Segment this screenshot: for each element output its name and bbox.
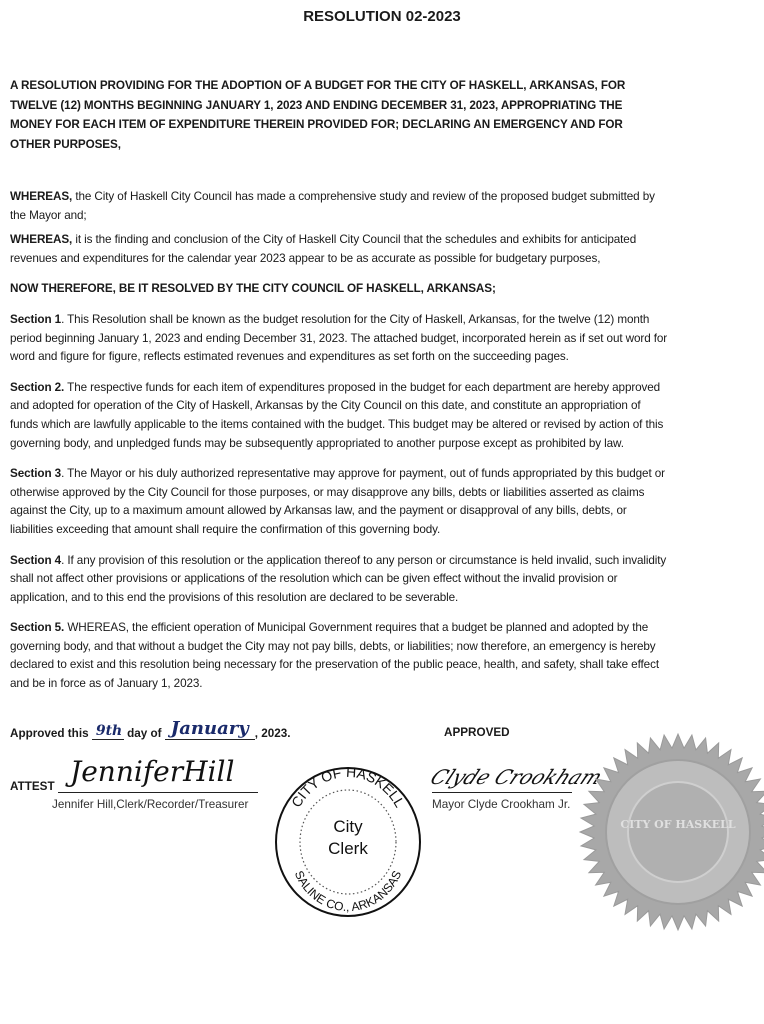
city-clerk-stamp <box>272 762 422 918</box>
seal-center <box>628 782 728 882</box>
resolution-heading: A RESOLUTION PROVIDING FOR THE ADOPTION OF A BUDGET FOR THE CITY OF HASKELL, ARKANSAS, FOR TWELVE (12) MONTHS BEGINNING JANUARY 1, 2023 AND ENDING DECEMBER 31, 2023, APPROPRIATING THE MONEY FOR EACH ITEM OF EXPENDITURE THEREIN PROVIDED FOR; DECLARING AN EMERGENCY AND FOR OTHER PURPOSES, <box>10 79 626 151</box>
section-lead: Section 5. <box>10 621 65 635</box>
section-lead: Section 4 <box>10 553 62 567</box>
stamp-center-clerk: Clerk <box>328 838 368 858</box>
resolution-body <box>10 76 736 919</box>
whereas-2 <box>10 231 670 268</box>
section-lead: Section 1 <box>10 312 62 326</box>
resolved-clause: NOW THEREFORE, BE IT RESOLVED BY THE CITY COUNCIL OF HASKELL, ARKANSAS; <box>10 282 496 296</box>
embossed-city-seal <box>578 732 764 932</box>
attest-label: ATTEST <box>10 779 55 793</box>
approval-mid: day of <box>127 726 162 740</box>
attest-signature: JenniferHill <box>70 754 235 788</box>
approval-prefix: Approved this <box>10 726 89 740</box>
handwritten-day: 9th <box>95 722 123 739</box>
approved-label: APPROVED <box>444 725 510 739</box>
whereas-text: it is the finding and conclusion of the City of Haskell City Council that the schedules and exhibits for anticipated revenues and expenditures for the calendar year 2023 appear to be as accurate as possible for budgetary purposes, <box>10 233 637 265</box>
whereas-lead: WHEREAS, <box>10 233 73 247</box>
section-2 <box>10 379 670 453</box>
section-4 <box>10 552 670 608</box>
section-3 <box>10 465 670 539</box>
whereas-lead: WHEREAS, <box>10 190 73 203</box>
section-text: . If any provision of this resolution or the application thereof to any person or circumstance is held invalid, such invalidity shall not affect other provisions or applications of the resolution which can be given effect without the invalid provision or application, and to this end the provisions of this resolution are declared to be severable. <box>10 553 667 604</box>
stamp-top-text: CITY OF HASKELL <box>287 763 409 810</box>
stamp-bottom-text: SALINE CO., ARKANSAS <box>291 868 405 914</box>
handwritten-month: January <box>170 717 249 739</box>
approval-line <box>10 717 291 740</box>
approval-suffix: , 2023. <box>254 726 291 740</box>
seal-text: CITY OF HASKELL <box>620 817 736 831</box>
mayor-signer: Mayor Clyde Crookham Jr. <box>432 797 571 811</box>
signature-block <box>0 714 764 919</box>
section-1 <box>10 311 670 367</box>
whereas-1 <box>10 188 670 225</box>
mayor-signature: Clyde Crookham <box>426 764 607 789</box>
section-text: The respective funds for each item of expenditures proposed in the budget for each department are hereby approved and adopted for operation of the City of Haskell, Arkansas by the City Council on this date, and constitute an appropriation of funds which are lawfully applicable to the items contained with the budget. This budget may be altered or revised by action of this governing body, and unpledged funds may be subsequently appropriated to another purpose except as prohibited by law. <box>10 380 664 450</box>
section-lead: Section 2. <box>10 380 65 394</box>
section-5 <box>10 619 670 693</box>
section-text: . This Resolution shall be known as the budget resolution for the City of Haskell, Arkansas, for the twelve (12) month period beginning January 1, 2023 and ending December 31, 2023. The attached budget, incorporated herein as if set out word for word and figure for figure, reflects estimated revenues and expenditures as set forth on the succeeding pages. <box>10 312 668 364</box>
attest-signer: Jennifer Hill,Clerk/Recorder/Treasurer <box>52 797 249 811</box>
approval-month-field <box>165 717 255 740</box>
stamp-center-city: City <box>333 816 363 836</box>
whereas-text: the City of Haskell City Council has made a comprehensive study and review of the proposed budget submitted by the Mayor and; <box>10 190 655 222</box>
section-text: WHEREAS, the efficient operation of Municipal Government requires that a budget be planned and adopted by the governing body, and that without a budget the City may not pay bills, debts, or liabilities; now therefore, an emergency is hereby declared to exist and this resolution being necessary for the preservation of the public peace, health, and safety, shall take effect and be in force as of January 1, 2023. <box>10 621 659 691</box>
section-text: . The Mayor or his duly authorized representative may approve for payment, out of funds appropriated by this budget or otherwise approved by the City Council for those purposes, or may disapprove any bills, debts or liabilities asserted as claims against the City, up to a maximum amount allowed by Arkansas law, and the payment or disapproval of any bills, debts, or liabilities exceeding that amount shall require the confirmation of this governing body. <box>10 467 665 536</box>
mayor-signature-line <box>432 792 572 793</box>
approval-day-field <box>92 722 124 740</box>
section-lead: Section 3 <box>10 467 62 481</box>
document-title: RESOLUTION 02-2023 <box>303 8 461 25</box>
attest-signature-line <box>58 792 258 793</box>
